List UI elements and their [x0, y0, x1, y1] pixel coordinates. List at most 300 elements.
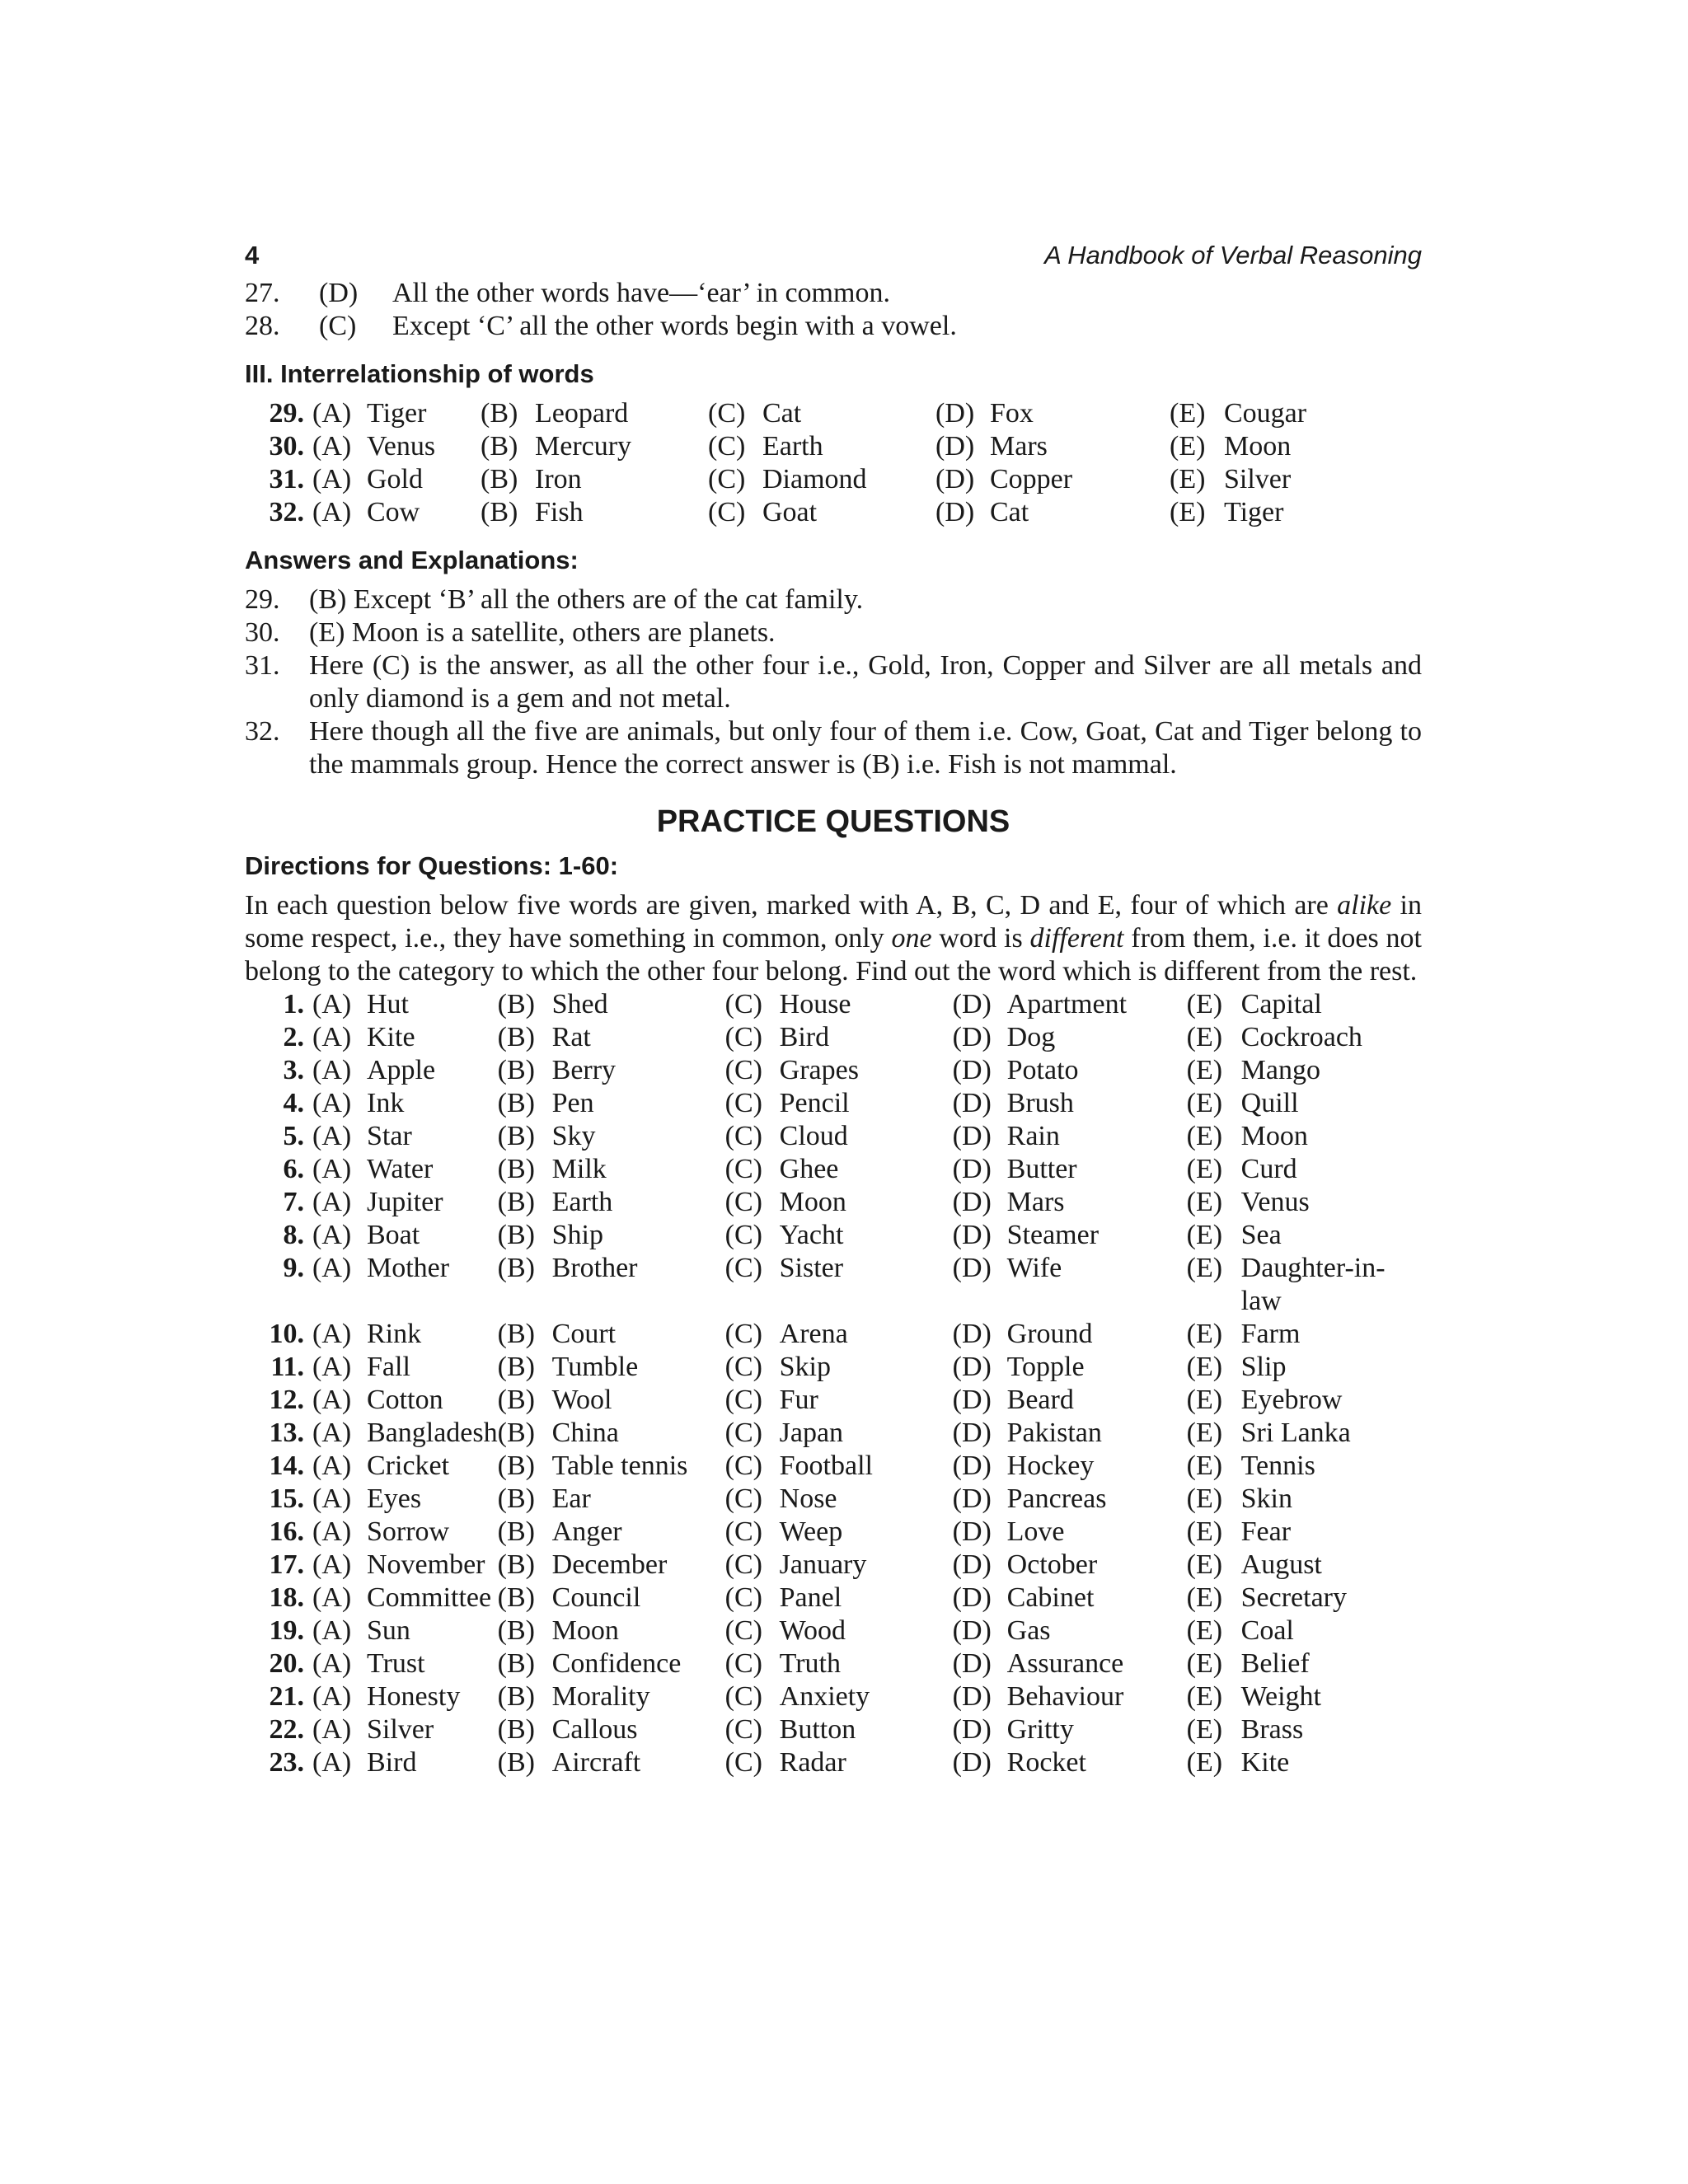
- option-c: [708, 463, 935, 496]
- option-word: Love: [1006, 1516, 1065, 1547]
- option-word: Rink: [367, 1319, 422, 1349]
- option-e: [1187, 1186, 1418, 1219]
- option-a: [312, 1450, 498, 1483]
- option-a: [312, 1120, 498, 1153]
- option-word: Hut: [367, 989, 409, 1019]
- question-row: [245, 1021, 1418, 1054]
- question-row: [245, 1582, 1418, 1615]
- option-d: [953, 1483, 1187, 1516]
- option-word: Panel: [779, 1582, 842, 1613]
- option-word: Bird: [367, 1747, 417, 1778]
- option-b: [498, 1318, 725, 1351]
- option-a: [312, 463, 481, 496]
- option-e: [1187, 1417, 1418, 1450]
- option-label: (D): [952, 1220, 992, 1250]
- option-word: Cougar: [1224, 398, 1307, 429]
- option-a: [312, 1582, 498, 1615]
- option-d: [935, 397, 1170, 430]
- question-number: 4.: [283, 1088, 304, 1118]
- option-word: Pancreas: [1006, 1483, 1107, 1514]
- question-row: [245, 1417, 1418, 1450]
- option-label: (D): [952, 1352, 992, 1382]
- option-label: (D): [935, 431, 975, 462]
- option-word: Coal: [1240, 1615, 1294, 1646]
- option-label: (B): [497, 1088, 535, 1118]
- option-e: [1187, 1713, 1418, 1746]
- option-word: Fall: [367, 1352, 410, 1382]
- option-word: Moon: [779, 1187, 846, 1217]
- option-label: (D): [952, 1187, 992, 1217]
- option-word: Morality: [551, 1681, 650, 1712]
- option-label: (D): [952, 1516, 992, 1547]
- option-word: Weep: [779, 1516, 843, 1547]
- option-label: (D): [952, 1319, 992, 1349]
- question-number: 20.: [269, 1648, 304, 1679]
- option-label: (E): [1186, 1451, 1223, 1481]
- option-word: Quill: [1240, 1088, 1299, 1118]
- option-label: (C): [724, 1418, 762, 1448]
- option-label: (E): [1186, 1714, 1223, 1745]
- option-word: Mango: [1240, 1055, 1320, 1085]
- page-number: 4: [245, 241, 260, 269]
- option-a: [312, 1549, 498, 1582]
- option-d: [953, 1417, 1187, 1450]
- option-word: Beard: [1006, 1385, 1074, 1415]
- option-label: (B): [497, 1187, 535, 1217]
- option-label: (D): [952, 1615, 992, 1646]
- option-label: (A): [312, 497, 352, 527]
- option-label: (B): [497, 1352, 535, 1382]
- option-word: Mother: [367, 1253, 450, 1283]
- option-word: Ear: [551, 1483, 591, 1514]
- option-word: Milk: [551, 1154, 607, 1184]
- option-a: [312, 1615, 498, 1647]
- option-label: (B): [497, 1549, 535, 1580]
- option-e: [1187, 1318, 1418, 1351]
- option-word: Sky: [551, 1121, 596, 1151]
- question-row: [245, 430, 1400, 463]
- option-word: Ground: [1006, 1319, 1093, 1349]
- directions-text: In each question below five words are given, marked with A, B, C, D and E, four of which are: [245, 890, 1338, 921]
- question-table-body: [245, 397, 1400, 529]
- option-label: (C): [708, 497, 746, 527]
- option-a: [312, 1087, 498, 1120]
- explanation-number: 32.: [245, 716, 280, 747]
- explanation-text: (B) Except ‘B’ all the others are of the cat family.: [309, 584, 864, 615]
- option-label: (B): [481, 398, 518, 429]
- option-d: [953, 1186, 1187, 1219]
- option-label: (D): [952, 1022, 992, 1052]
- option-label: (D): [952, 1549, 992, 1580]
- option-word: Belief: [1240, 1648, 1310, 1679]
- question-number: 11.: [270, 1352, 304, 1382]
- option-e: [1187, 1219, 1418, 1252]
- option-word: Boat: [367, 1220, 420, 1250]
- question-number: 6.: [283, 1154, 304, 1184]
- option-word: Apartment: [1006, 989, 1128, 1019]
- option-label: (C): [724, 1088, 762, 1118]
- option-word: December: [551, 1549, 668, 1580]
- option-label: (A): [312, 1681, 352, 1712]
- question-row: [245, 1120, 1418, 1153]
- question-row: [245, 1087, 1418, 1120]
- option-label: (D): [952, 1055, 992, 1085]
- option-label: (A): [312, 1352, 352, 1382]
- question-number: 29.: [269, 398, 304, 429]
- option-label: (A): [312, 464, 352, 494]
- option-label: (C): [724, 1319, 762, 1349]
- option-word: Shed: [551, 989, 608, 1019]
- option-d: [953, 1680, 1187, 1713]
- option-word: Court: [551, 1319, 617, 1349]
- option-word: Rat: [551, 1022, 591, 1052]
- question-row: [245, 1647, 1418, 1680]
- option-word: Moon: [1224, 431, 1292, 462]
- option-word: Brother: [551, 1253, 638, 1283]
- option-word: Football: [779, 1451, 873, 1481]
- option-d: [953, 1219, 1187, 1252]
- option-label: (C): [724, 1253, 762, 1283]
- answer-option: (C): [319, 311, 357, 341]
- option-label: (B): [497, 1681, 535, 1712]
- option-d: [953, 1351, 1187, 1384]
- explanation-text: Here though all the five are animals, but only four of them i.e. Cow, Goat, Cat and Tiger belong to the mammals group. Hence the correct answer is (B) i.e. Fish is not mammal.: [309, 716, 1422, 780]
- option-word: Mars: [990, 431, 1048, 462]
- option-word: Rain: [1006, 1121, 1060, 1151]
- page-content: [245, 237, 1422, 1779]
- option-word: Aircraft: [551, 1747, 641, 1778]
- option-word: Confidence: [551, 1648, 682, 1679]
- option-a: [312, 1713, 498, 1746]
- option-e: [1187, 1680, 1418, 1713]
- option-label: (E): [1170, 398, 1206, 429]
- option-a: [312, 1680, 498, 1713]
- option-b: [498, 1516, 725, 1549]
- option-label: (D): [952, 1253, 992, 1283]
- option-e: [1187, 1615, 1418, 1647]
- option-label: (A): [312, 1385, 352, 1415]
- option-c: [725, 1384, 953, 1417]
- option-c: [708, 496, 935, 529]
- option-b: [498, 1087, 725, 1120]
- answer-number: 27.: [245, 278, 280, 308]
- option-b: [498, 1450, 725, 1483]
- option-label: (A): [312, 1648, 352, 1679]
- question-row: [245, 397, 1400, 430]
- option-word: Nose: [779, 1483, 837, 1514]
- option-word: November: [367, 1549, 485, 1580]
- option-word: August: [1240, 1549, 1322, 1580]
- option-word: Goat: [762, 497, 818, 527]
- option-word: Eyebrow: [1240, 1385, 1343, 1415]
- option-word: Grapes: [779, 1055, 859, 1085]
- option-c: [725, 1746, 953, 1779]
- option-label: (D): [952, 1451, 992, 1481]
- question-number: 9.: [283, 1253, 304, 1283]
- directions-text: from them, i.e. it does not belong to the category to which the other four belong. Find out the word which is different from the rest.: [245, 923, 1422, 987]
- option-label: (E): [1186, 989, 1223, 1019]
- option-label: (B): [497, 1253, 535, 1283]
- option-d: [953, 1549, 1187, 1582]
- question-row: [245, 1219, 1418, 1252]
- option-word: Fox: [990, 398, 1034, 429]
- option-label: (E): [1186, 1615, 1223, 1646]
- question-number: 31.: [269, 464, 304, 494]
- option-a: [312, 397, 481, 430]
- option-label: (C): [724, 1648, 762, 1679]
- question-table-body: [245, 988, 1418, 1779]
- option-c: [725, 1680, 953, 1713]
- option-d: [953, 1713, 1187, 1746]
- option-d: [953, 1252, 1187, 1318]
- option-label: (B): [497, 1154, 535, 1184]
- option-word: Pakistan: [1006, 1418, 1102, 1448]
- option-d: [953, 1120, 1187, 1153]
- question-row: [245, 1252, 1418, 1318]
- option-word: Ink: [367, 1088, 405, 1118]
- option-word: Earth: [551, 1187, 613, 1217]
- option-word: Cloud: [779, 1121, 848, 1151]
- option-e: [1187, 1384, 1418, 1417]
- option-a: [312, 1516, 498, 1549]
- option-label: (D): [952, 1747, 992, 1778]
- option-b: [498, 1680, 725, 1713]
- option-word: Callous: [551, 1714, 638, 1745]
- question-row: [245, 1153, 1418, 1186]
- option-word: Arena: [779, 1319, 848, 1349]
- option-label: (A): [312, 1747, 352, 1778]
- option-a: [312, 1318, 498, 1351]
- option-label: (E): [1186, 1747, 1223, 1778]
- option-word: Eyes: [367, 1483, 422, 1514]
- option-label: (E): [1186, 1154, 1223, 1184]
- explanations-list: [245, 583, 1422, 781]
- option-b: [498, 1252, 725, 1318]
- option-a: [312, 1746, 498, 1779]
- option-label: (A): [312, 1714, 352, 1745]
- option-c: [725, 1582, 953, 1615]
- option-label: (B): [497, 1582, 535, 1613]
- question-number: 18.: [269, 1582, 304, 1613]
- answer-text: Except ‘C’ all the other words begin with a vowel.: [392, 311, 957, 341]
- option-word: Cricket: [367, 1451, 450, 1481]
- option-label: (B): [497, 1648, 535, 1679]
- option-word: Bangladesh: [367, 1418, 498, 1448]
- question-number: 17.: [269, 1549, 304, 1580]
- option-word: Capital: [1240, 989, 1322, 1019]
- explanation-text: Here (C) is the answer, as all the other four i.e., Gold, Iron, Copper and Silver are all metals and only diamond is a gem and not metal.: [309, 650, 1422, 714]
- option-label: (D): [952, 1582, 992, 1613]
- option-label: (D): [952, 1385, 992, 1415]
- option-label: (E): [1186, 1549, 1223, 1580]
- option-word: Radar: [779, 1747, 846, 1778]
- option-c: [725, 1351, 953, 1384]
- option-word: Sri Lanka: [1240, 1418, 1351, 1448]
- option-label: (E): [1186, 1220, 1223, 1250]
- option-word: Bird: [779, 1022, 830, 1052]
- option-label: (A): [312, 1088, 352, 1118]
- option-word: Kite: [367, 1022, 415, 1052]
- option-label: (B): [497, 1747, 535, 1778]
- option-e: [1170, 397, 1400, 430]
- question-row: [245, 1186, 1418, 1219]
- option-label: (A): [312, 1319, 352, 1349]
- option-e: [1170, 430, 1400, 463]
- option-label: (C): [724, 1681, 762, 1712]
- explanation-item: [245, 715, 1422, 781]
- option-label: (B): [497, 1022, 535, 1052]
- option-label: (C): [724, 1516, 762, 1547]
- question-number: 30.: [269, 431, 304, 462]
- option-a: [312, 1351, 498, 1384]
- question-row: [245, 1351, 1418, 1384]
- option-b: [498, 1746, 725, 1779]
- option-d: [953, 1647, 1187, 1680]
- option-word: Berry: [551, 1055, 617, 1085]
- option-word: Potato: [1006, 1055, 1079, 1085]
- option-word: Tiger: [1224, 497, 1284, 527]
- option-label: (B): [497, 1418, 535, 1448]
- option-word: Sun: [367, 1615, 410, 1646]
- option-word: Earth: [762, 431, 823, 462]
- explanation-item: [245, 616, 1422, 649]
- option-label: (D): [935, 398, 975, 429]
- option-word: Water: [367, 1154, 434, 1184]
- option-word: Honesty: [367, 1681, 461, 1712]
- question-number: 16.: [269, 1516, 304, 1547]
- option-word: Venus: [1240, 1187, 1310, 1217]
- option-label: (D): [952, 1714, 992, 1745]
- question-number: 13.: [269, 1418, 304, 1448]
- book-title: A Handbook of Verbal Reasoning: [1044, 241, 1422, 269]
- option-word: Trust: [367, 1648, 425, 1679]
- option-word: Mercury: [535, 431, 632, 462]
- option-a: [312, 1219, 498, 1252]
- option-c: [725, 1417, 953, 1450]
- option-b: [498, 1582, 725, 1615]
- question-number: 14.: [269, 1451, 304, 1481]
- question-number: 15.: [269, 1483, 304, 1514]
- option-e: [1187, 988, 1418, 1021]
- option-label: (A): [312, 1055, 352, 1085]
- option-b: [481, 430, 708, 463]
- option-word: House: [779, 989, 851, 1019]
- option-label: (E): [1186, 1516, 1223, 1547]
- question-row: [245, 1054, 1418, 1087]
- explanation-number: 29.: [245, 584, 280, 615]
- option-label: (C): [708, 464, 746, 494]
- explanation-number: 30.: [245, 617, 280, 648]
- question-table-interrelationship: [245, 397, 1400, 529]
- option-word: Assurance: [1006, 1648, 1124, 1679]
- option-word: Yacht: [779, 1220, 844, 1250]
- explanation-item: [245, 583, 1422, 616]
- option-label: (B): [497, 1121, 535, 1151]
- option-word: Fur: [779, 1385, 818, 1415]
- option-label: (B): [497, 989, 535, 1019]
- previous-answers: [245, 277, 1422, 343]
- option-word: Anxiety: [779, 1681, 870, 1712]
- option-word: January: [779, 1549, 867, 1580]
- option-label: (A): [312, 1418, 352, 1448]
- question-row: [245, 1615, 1418, 1647]
- option-b: [498, 988, 725, 1021]
- option-label: (E): [1186, 1418, 1223, 1448]
- option-word: Hockey: [1006, 1451, 1095, 1481]
- option-b: [498, 1615, 725, 1647]
- option-c: [725, 1186, 953, 1219]
- question-number: 3.: [283, 1055, 304, 1085]
- question-number: 23.: [269, 1747, 304, 1778]
- question-row: [245, 1746, 1418, 1779]
- option-word: Behaviour: [1006, 1681, 1124, 1712]
- option-c: [725, 1021, 953, 1054]
- question-number: 7.: [283, 1187, 304, 1217]
- option-word: Leopard: [535, 398, 629, 429]
- question-number: 5.: [283, 1121, 304, 1151]
- option-a: [312, 988, 498, 1021]
- option-c: [725, 1450, 953, 1483]
- option-c: [725, 1318, 953, 1351]
- option-c: [725, 1054, 953, 1087]
- option-word: Cabinet: [1006, 1582, 1095, 1613]
- directions-emphasis: alike: [1337, 890, 1392, 921]
- option-b: [498, 1120, 725, 1153]
- option-label: (C): [708, 398, 746, 429]
- option-b: [498, 1153, 725, 1186]
- option-label: (E): [1186, 1648, 1223, 1679]
- option-word: Copper: [990, 464, 1073, 494]
- option-e: [1187, 1351, 1418, 1384]
- option-d: [935, 463, 1170, 496]
- option-e: [1187, 1647, 1418, 1680]
- option-label: (E): [1186, 1187, 1223, 1217]
- option-e: [1187, 1483, 1418, 1516]
- option-label: (C): [724, 1451, 762, 1481]
- option-word: Dog: [1006, 1022, 1056, 1052]
- option-e: [1187, 1549, 1418, 1582]
- option-b: [498, 1384, 725, 1417]
- option-word: Moon: [1240, 1121, 1308, 1151]
- option-label: (C): [724, 1483, 762, 1514]
- question-row: [245, 463, 1400, 496]
- option-label: (D): [935, 464, 975, 494]
- option-d: [953, 1318, 1187, 1351]
- option-word: Gritty: [1006, 1714, 1074, 1745]
- option-label: (D): [952, 1418, 992, 1448]
- option-e: [1187, 1450, 1418, 1483]
- option-c: [725, 1153, 953, 1186]
- option-b: [498, 1351, 725, 1384]
- option-word: Gas: [1006, 1615, 1051, 1646]
- option-label: (C): [724, 1022, 762, 1052]
- option-e: [1170, 496, 1400, 529]
- option-label: (C): [724, 1187, 762, 1217]
- question-number: 21.: [269, 1681, 304, 1712]
- option-label: (A): [312, 1253, 352, 1283]
- option-word: Cat: [762, 398, 802, 429]
- question-number: 1.: [283, 989, 304, 1019]
- option-a: [312, 430, 481, 463]
- option-c: [725, 1219, 953, 1252]
- option-d: [953, 1582, 1187, 1615]
- option-label: (B): [481, 431, 518, 462]
- question-number: 19.: [269, 1615, 304, 1646]
- option-label: (B): [497, 1483, 535, 1514]
- option-c: [725, 1087, 953, 1120]
- option-label: (E): [1170, 464, 1206, 494]
- option-d: [953, 1516, 1187, 1549]
